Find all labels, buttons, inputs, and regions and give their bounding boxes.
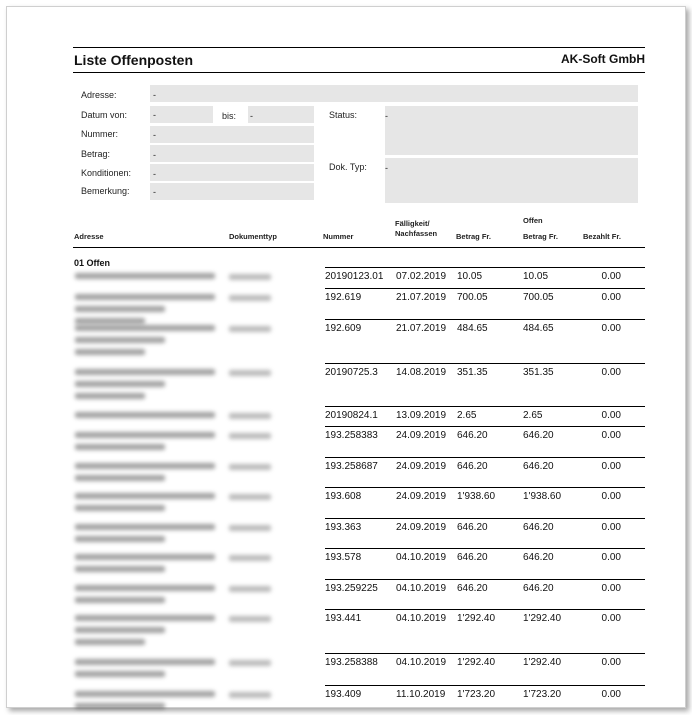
col-faelligkeit-line2: Nachfassen xyxy=(395,229,438,238)
datum-cell: 14.08.2019 xyxy=(396,367,447,378)
redacted-address xyxy=(75,369,225,405)
offen-cell: 2.65 xyxy=(523,410,543,421)
col-faelligkeit xyxy=(395,219,437,239)
nummer-cell: 193.258383 xyxy=(325,430,378,441)
offen-cell: 1'938.60 xyxy=(523,491,562,502)
nummer-cell: 20190824.1 xyxy=(325,410,378,421)
redacted-dokumenttyp xyxy=(229,326,271,332)
offen-cell: 1'292.40 xyxy=(523,657,562,668)
row-rule xyxy=(325,363,645,364)
doktyp-field xyxy=(385,158,638,203)
adresse-field xyxy=(150,85,638,102)
redacted-address xyxy=(75,493,225,517)
redacted-dokumenttyp xyxy=(229,494,271,500)
redacted-address xyxy=(75,463,225,487)
betrag-cell: 646.20 xyxy=(457,583,488,594)
datum-cell: 24.09.2019 xyxy=(396,491,447,502)
row-rule xyxy=(325,487,645,488)
bezahlt-cell: 0.00 xyxy=(601,410,621,421)
redacted-address xyxy=(75,585,225,609)
betrag-cell: 1'723.20 xyxy=(457,689,496,700)
datum-von-label: Datum von: xyxy=(81,110,128,120)
redacted-address xyxy=(75,412,225,424)
bezahlt-cell: 0.00 xyxy=(601,583,621,594)
nummer-cell: 193.409 xyxy=(325,689,362,700)
bezahlt-cell: 0.00 xyxy=(601,491,621,502)
redacted-address xyxy=(75,432,225,456)
status-field xyxy=(385,106,638,155)
redacted-dokumenttyp xyxy=(229,370,271,376)
redacted-dokumenttyp xyxy=(229,464,271,470)
row-rule xyxy=(325,319,645,320)
col-betrag: Betrag Fr. xyxy=(456,232,492,241)
row-rule xyxy=(325,653,645,654)
redacted-dokumenttyp xyxy=(229,433,271,439)
status-label: Status: xyxy=(329,110,358,120)
konditionen-value: - xyxy=(153,169,156,179)
row-rule xyxy=(325,579,645,580)
nummer-value: - xyxy=(153,130,156,140)
datum-cell: 11.10.2019 xyxy=(396,689,446,700)
datum-cell: 24.09.2019 xyxy=(396,522,447,533)
column-header-rule xyxy=(73,247,645,248)
bezahlt-cell: 0.00 xyxy=(601,430,621,441)
nummer-field xyxy=(150,126,314,143)
bis-value: - xyxy=(250,111,253,121)
betrag-cell: 1'292.40 xyxy=(457,657,496,668)
col-offen-line1: Offen xyxy=(523,216,543,225)
row-rule xyxy=(325,685,645,686)
row-rule xyxy=(325,548,645,549)
betrag-cell: 484.65 xyxy=(457,323,488,334)
redacted-address xyxy=(75,554,225,578)
datum-cell: 21.07.2019 xyxy=(396,323,447,334)
konditionen-field xyxy=(150,164,314,181)
col-offen-line2: Betrag Fr. xyxy=(523,232,559,241)
report-page xyxy=(6,6,686,708)
nummer-cell: 193.441 xyxy=(325,613,362,624)
betrag-value: - xyxy=(153,150,156,160)
nummer-cell: 20190725.3 xyxy=(325,367,378,378)
redacted-dokumenttyp xyxy=(229,274,271,280)
bezahlt-cell: 0.00 xyxy=(601,689,621,700)
betrag-cell: 646.20 xyxy=(457,461,488,472)
redacted-dokumenttyp xyxy=(229,413,271,419)
redacted-dokumenttyp xyxy=(229,586,271,592)
nummer-cell: 192.619 xyxy=(325,292,362,303)
redacted-address xyxy=(75,615,225,651)
bemerkung-field xyxy=(150,183,314,200)
bezahlt-cell: 0.00 xyxy=(601,323,621,334)
betrag-cell: 1'292.40 xyxy=(457,613,496,624)
nummer-cell: 20190123.01 xyxy=(325,271,384,282)
offen-cell: 646.20 xyxy=(523,583,554,594)
betrag-field xyxy=(150,145,314,162)
redacted-dokumenttyp xyxy=(229,295,271,301)
top-rule xyxy=(73,47,645,48)
konditionen-label: Konditionen: xyxy=(81,168,132,178)
header-rule xyxy=(73,72,645,73)
offen-cell: 10.05 xyxy=(523,271,549,282)
nummer-cell: 192.609 xyxy=(325,323,362,334)
betrag-cell: 2.65 xyxy=(457,410,477,421)
col-nummer: Nummer xyxy=(323,232,354,241)
datum-cell: 04.10.2019 xyxy=(396,583,447,594)
redacted-address xyxy=(75,325,225,361)
nummer-cell: 193.258388 xyxy=(325,657,378,668)
offen-cell: 484.65 xyxy=(523,323,554,334)
col-faelligkeit-line1: Fälligkeit/ xyxy=(395,219,430,228)
bezahlt-cell: 0.00 xyxy=(601,552,621,563)
offen-cell: 351.35 xyxy=(523,367,554,378)
redacted-dokumenttyp xyxy=(229,555,271,561)
bezahlt-cell: 0.00 xyxy=(601,271,621,282)
row-rule xyxy=(325,518,645,519)
bezahlt-cell: 0.00 xyxy=(601,613,621,624)
bezahlt-cell: 0.00 xyxy=(601,522,621,533)
datum-cell: 13.09.2019 xyxy=(396,410,447,421)
offen-cell: 1'723.20 xyxy=(523,689,562,700)
offen-cell: 700.05 xyxy=(523,292,554,303)
datum-cell: 04.10.2019 xyxy=(396,613,447,624)
betrag-cell: 351.35 xyxy=(457,367,488,378)
adresse-value: - xyxy=(153,90,156,100)
row-rule xyxy=(325,288,645,289)
doktyp-label: Dok. Typ: xyxy=(329,162,367,172)
datum-cell: 04.10.2019 xyxy=(396,552,447,563)
redacted-dokumenttyp xyxy=(229,692,271,698)
redacted-dokumenttyp xyxy=(229,616,271,622)
row-rule xyxy=(325,267,645,268)
nummer-cell: 193.258687 xyxy=(325,461,378,472)
row-rule xyxy=(325,609,645,610)
bezahlt-cell: 0.00 xyxy=(601,367,621,378)
adresse-label: Adresse: xyxy=(81,90,117,100)
col-dokumenttyp: Dokumenttyp xyxy=(229,232,277,241)
bezahlt-cell: 0.00 xyxy=(601,657,621,668)
col-adresse: Adresse xyxy=(74,232,104,241)
datum-von-field xyxy=(150,106,213,123)
doktyp-value: - xyxy=(385,163,388,173)
betrag-label: Betrag: xyxy=(81,149,111,159)
betrag-cell: 1'938.60 xyxy=(457,491,496,502)
row-rule xyxy=(325,426,645,427)
bezahlt-cell: 0.00 xyxy=(601,461,621,472)
nummer-cell: 193.608 xyxy=(325,491,362,502)
betrag-cell: 646.20 xyxy=(457,552,488,563)
betrag-cell: 646.20 xyxy=(457,522,488,533)
datum-von-value: - xyxy=(153,110,156,120)
row-rule xyxy=(325,406,645,407)
bezahlt-cell: 0.00 xyxy=(601,292,621,303)
offen-cell: 646.20 xyxy=(523,552,554,563)
col-bezahlt: Bezahlt Fr. xyxy=(583,232,621,241)
datum-cell: 21.07.2019 xyxy=(396,292,447,303)
bis-label: bis: xyxy=(222,111,237,121)
redacted-dokumenttyp xyxy=(229,525,271,531)
offen-cell: 1'292.40 xyxy=(523,613,562,624)
bemerkung-label: Bemerkung: xyxy=(81,186,130,196)
betrag-cell: 646.20 xyxy=(457,430,488,441)
nummer-cell: 193.363 xyxy=(325,522,362,533)
datum-cell: 24.09.2019 xyxy=(396,461,447,472)
group-label: 01 Offen xyxy=(74,258,111,268)
company-name: AK-Soft GmbH xyxy=(561,52,645,66)
datum-cell: 07.02.2019 xyxy=(396,271,447,282)
redacted-address xyxy=(75,659,225,683)
row-rule xyxy=(325,457,645,458)
status-value: - xyxy=(385,111,388,121)
nummer-cell: 193.259225 xyxy=(325,583,378,594)
offen-cell: 646.20 xyxy=(523,522,554,533)
bis-field xyxy=(248,106,314,123)
betrag-cell: 10.05 xyxy=(457,271,483,282)
nummer-cell: 193.578 xyxy=(325,552,362,563)
datum-cell: 04.10.2019 xyxy=(396,657,447,668)
redacted-address xyxy=(75,524,225,548)
offen-cell: 646.20 xyxy=(523,430,554,441)
redacted-address xyxy=(75,691,225,715)
bemerkung-value: - xyxy=(153,187,156,197)
offen-cell: 646.20 xyxy=(523,461,554,472)
nummer-label: Nummer: xyxy=(81,129,119,139)
redacted-address xyxy=(75,273,225,285)
betrag-cell: 700.05 xyxy=(457,292,488,303)
report-title: Liste Offenposten xyxy=(74,52,194,68)
datum-cell: 24.09.2019 xyxy=(396,430,447,441)
col-offen xyxy=(523,216,558,242)
redacted-dokumenttyp xyxy=(229,660,271,666)
